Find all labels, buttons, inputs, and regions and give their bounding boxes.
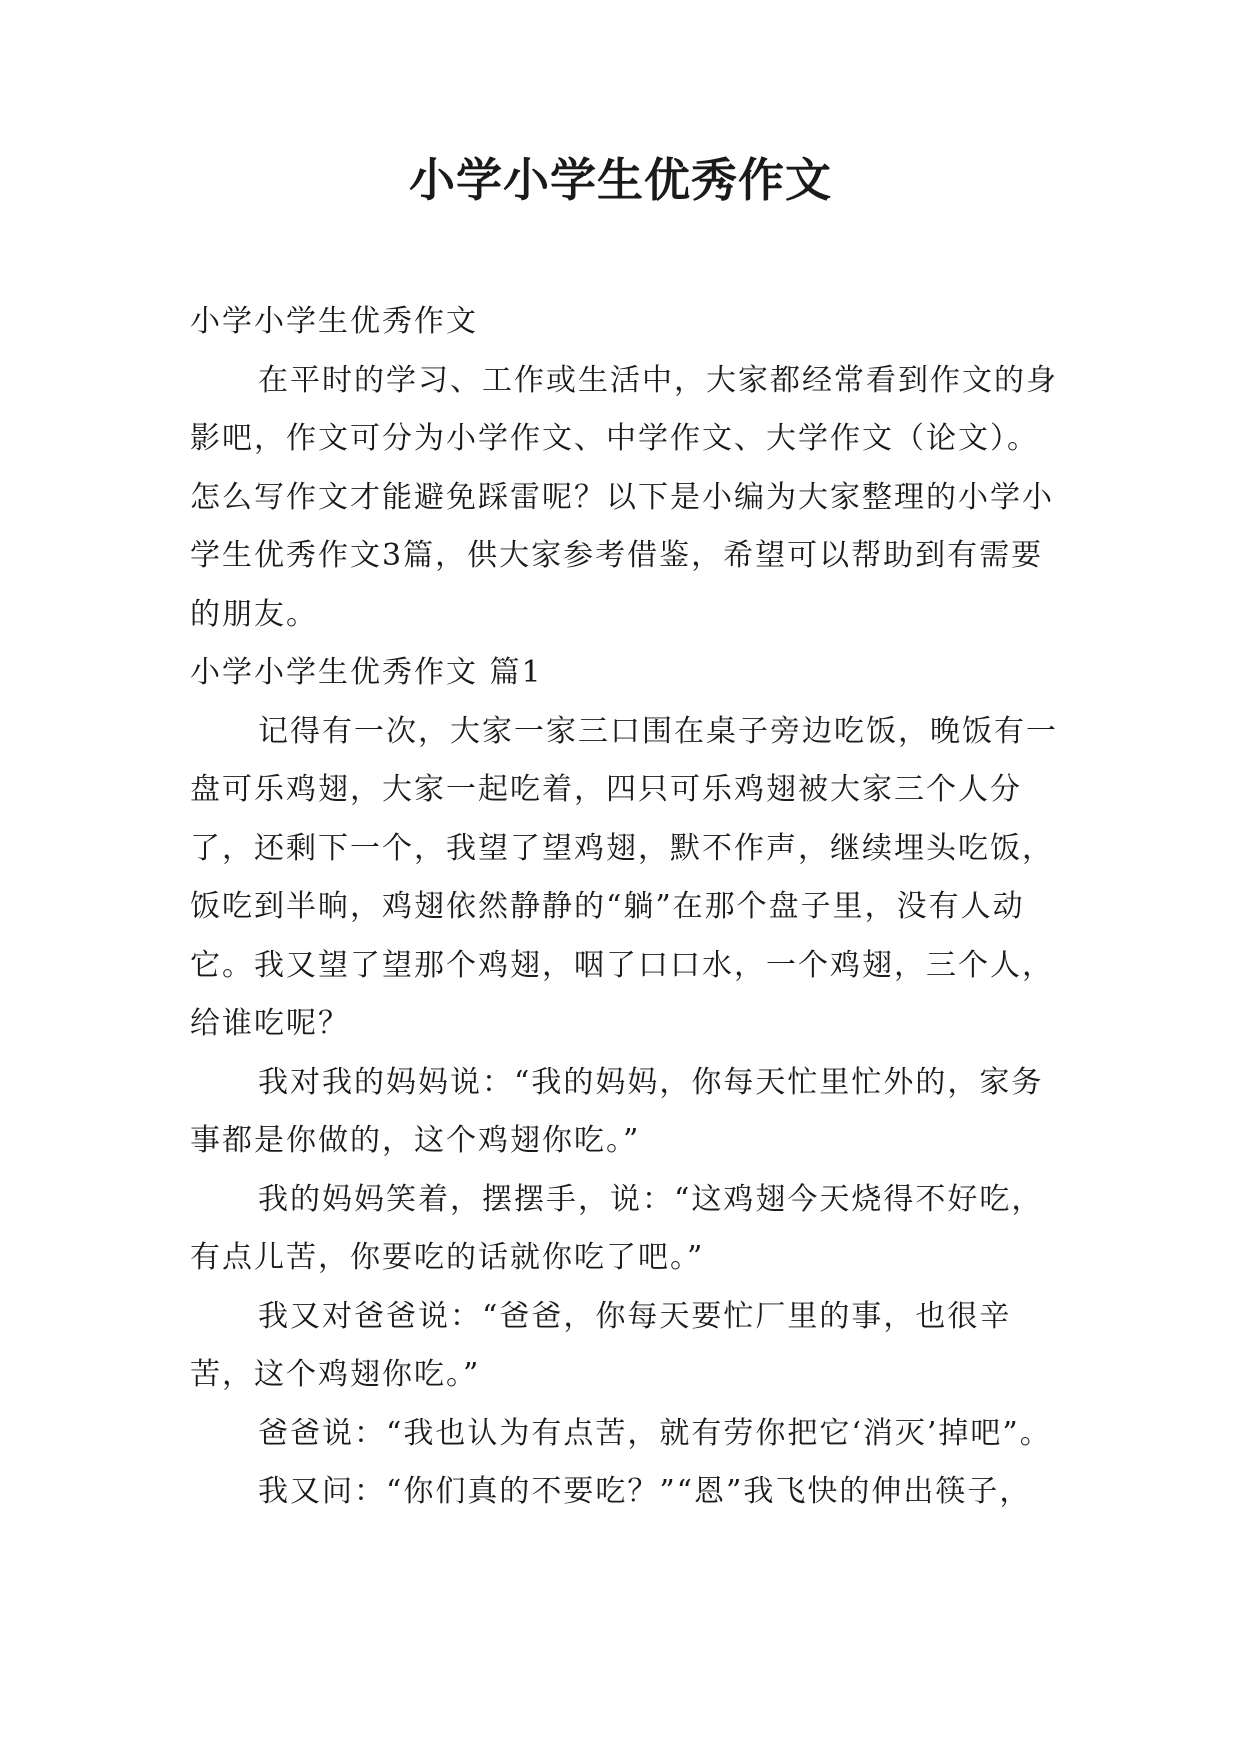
document-title: 小学小学生优秀作文 — [409, 153, 832, 207]
paragraph: 我对我的妈妈说：“我的妈妈，你每天忙里忙外的，家务事都是你做的，这个鸡翅你吃。” — [190, 1064, 1044, 1158]
document-body — [190, 293, 1070, 1522]
section-heading-part-1: 小学小学生优秀作文 篇1 — [190, 655, 543, 690]
paragraph-intro: 在平时的学习、工作或生活中，大家都经常看到作文的身影吧，作文可分为小学作文、中学作文、大学作文（论文）。怎么写作文才能避免踩雷呢？以下是小编为大家整理的小学小学生优秀作文3篇，供大家参考借鉴，希望可以帮助到有需要的朋友。 — [190, 362, 1058, 632]
paragraph: 我又对爸爸说：“爸爸，你每天要忙厂里的事，也很辛苦，这个鸡翅你吃。” — [190, 1298, 1012, 1392]
paragraph: 记得有一次，大家一家三口围在桌子旁边吃饭，晚饭有一盘可乐鸡翅，大家一起吃着，四只可乐鸡翅被大家三个人分了，还剩下一个，我望了望鸡翅，默不作声，继续埋头吃饭，饭吃到半晌，鸡翅依然静静的“躺”在那个盘子里，没有人动它。我又望了望那个鸡翅，咽了口口水，一个鸡翅，三个人，给谁吃呢？ — [190, 713, 1058, 1041]
paragraph: 我的妈妈笑着，摆摆手，说：“这鸡翅今天烧得不好吃，有点儿苦，你要吃的话就你吃了吧。” — [190, 1181, 1044, 1275]
paragraph: 爸爸说：“我也认为有点苦，就有劳你把它‘消灭’掉吧”。 — [258, 1415, 1052, 1451]
section-heading: 小学小学生优秀作文 — [190, 304, 478, 339]
paragraph: 我又问：“你们真的不要吃？”“恩”我飞快的伸出筷子， — [258, 1474, 1032, 1509]
